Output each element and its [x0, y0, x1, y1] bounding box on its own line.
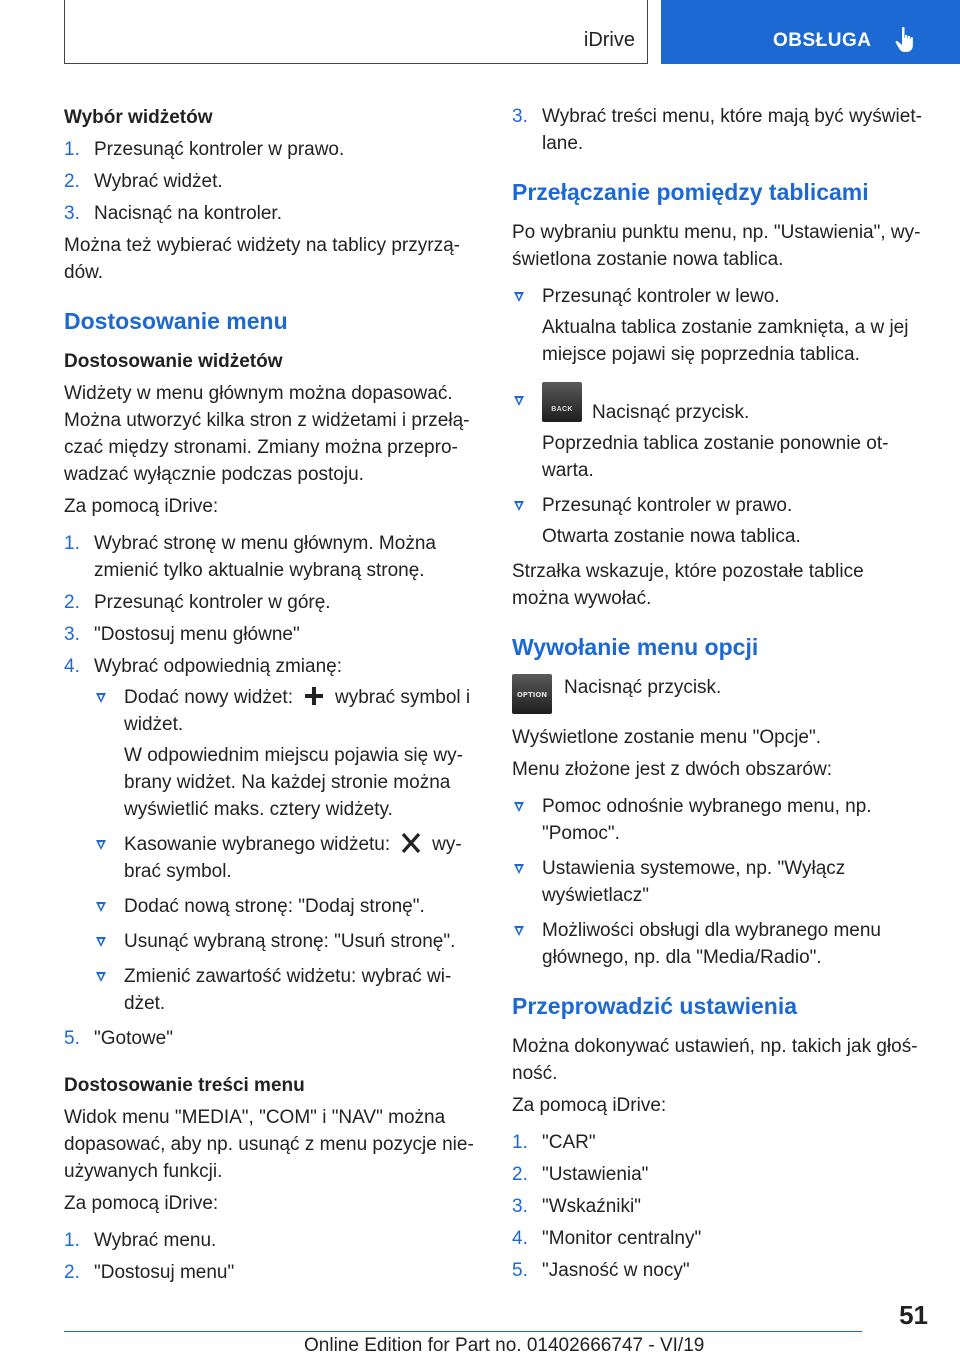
- header-chapter-label: OBSŁUGA: [773, 30, 872, 51]
- heading-customize-menu: Dostosowanie menu: [64, 308, 288, 334]
- switch-panels-text: Po wybraniu punktu menu, np. "Ustawienia", wy- świetlona zostanie nowa tablica.: [512, 222, 921, 270]
- list-item: Ustawienia systemowe, np. "Wyłącz wyświetlacz": [512, 855, 924, 909]
- option-button-icon: [512, 674, 552, 714]
- add-widget-note: W odpowiednim miejscu pojawia się wy- brany widżet. Na każdej stronie można wyświetlić maks. cztery widżety.: [124, 745, 463, 820]
- heading-switch-panels: Przełączanie pomiędzy tablicami: [512, 179, 869, 205]
- via-idrive-text: Za pomocą iDrive:: [512, 1095, 667, 1116]
- list-item: 3. "Wskaźniki": [512, 1196, 641, 1217]
- switch-panels-list: [512, 283, 924, 550]
- list-item: Możliwości obsługi dla wybranego menu głównego, np. dla "Media/Radio".: [512, 917, 924, 971]
- list-item-note: Aktualna tablica zostanie zamknięta, a w jej miejsce pojawi się poprzednia tablica.: [542, 317, 909, 365]
- header-chapter-tab: [661, 0, 960, 64]
- heading-options-menu: Wywołanie menu opcji: [512, 634, 759, 660]
- option-button-label: OPTION: [516, 691, 548, 699]
- list-item: Zmienić zawartość widżetu: wybrać wi- dżet.: [94, 963, 476, 1017]
- via-idrive-text: Za pomocą iDrive:: [64, 496, 219, 517]
- list-item: Przesunąć kontroler w prawo. Otwarta zostanie nowa tablica.: [512, 492, 924, 550]
- list-item: 2. Przesunąć kontroler w górę.: [64, 592, 331, 613]
- list-item: 1. Przesunąć kontroler w prawo.: [64, 139, 345, 160]
- list-item-note: Poprzednia tablica zostanie ponownie ot- warta.: [542, 433, 889, 481]
- back-button-icon: BACK: [542, 382, 582, 422]
- list-item-note: Otwarta zostanie nowa tablica.: [542, 526, 801, 547]
- heading-customize-widgets: Dostosowanie widżetów: [64, 351, 283, 372]
- list-item: 4. Wybrać odpowiednią zmianę: Dodać nowy widżet: wybrać symbol i widżet. W odpowiednim miejscu pojawia się wy- brany widżet. Na każdej stronie można wyświetlić maks. cztery widżety. Kasowanie wybranego widżetu: wy- brać symbol. Dodać nową stronę: "Dodaj stronę". Usunąć wybraną stronę: "Usuń stronę". Zmienić zawartość widżetu: wybrać wi- dżet.: [64, 653, 476, 1017]
- menu-content-steps: [64, 1227, 476, 1286]
- footer-edition-text: Online Edition for Part no. 01402666747 - VI/19: [304, 1335, 705, 1356]
- list-item: Kasowanie wybranego widżetu: wy- brać symbol.: [94, 831, 476, 885]
- footer-divider: [64, 1331, 862, 1332]
- list-item: 3. Nacisnąć na kontroler.: [64, 203, 282, 224]
- widget-selection-note: Można też wybierać widżety na tablicy przyrzą- dów.: [64, 235, 460, 283]
- heading-make-settings: Przeprowadzić ustawienia: [512, 993, 798, 1019]
- list-item: 5. "Jasność w nocy": [512, 1260, 690, 1281]
- header-section-title: iDrive: [583, 29, 635, 51]
- heading-customize-menu-content: Dostosowanie treści menu: [64, 1075, 305, 1096]
- list-item: Dodać nowy widżet: wybrać symbol i widżet. W odpowiednim miejscu pojawia się wy- brany widżet. Na każdej stronie można wyświetlić maks. cztery widżety.: [94, 684, 476, 823]
- list-item: 5. "Gotowe": [64, 1028, 173, 1049]
- change-options-list: [94, 684, 476, 1017]
- options-shown-text: Wyświetlone zostanie menu "Opcje".: [512, 727, 822, 748]
- customize-widgets-steps: [64, 530, 476, 1052]
- arrow-hint-text: Strzałka wskazuje, które pozostałe tablice można wywołać.: [512, 561, 864, 609]
- options-press-text: Nacisnąć przycisk.: [564, 677, 722, 698]
- left-column: [64, 104, 476, 1291]
- via-idrive-text: Za pomocą iDrive:: [64, 1193, 219, 1214]
- customize-menu-content-text: Widok menu "MEDIA", "COM" i "NAV" można dopasować, aby np. usunąć z menu pozycje nie- używanych funkcji.: [64, 1107, 474, 1182]
- list-item: Dodać nową stronę: "Dodaj stronę".: [94, 893, 476, 920]
- menu-areas-text: Menu złożone jest z dwóch obszarów:: [512, 759, 832, 780]
- list-item: 1. Wybrać stronę w menu głównym. Można zmienić tylko aktualnie wybraną stronę.: [64, 533, 436, 581]
- list-item: Pomoc odnośnie wybranego menu, np. "Pomoc".: [512, 793, 924, 847]
- right-column: [512, 103, 924, 1289]
- list-item: Usunąć wybraną stronę: "Usuń stronę".: [94, 928, 476, 955]
- plus-icon: [301, 686, 327, 706]
- header-section-box: [64, 0, 648, 64]
- list-item: 2. "Ustawienia": [512, 1164, 649, 1185]
- pointing-hand-icon: [894, 26, 918, 54]
- list-item: 2. Wybrać widżet.: [64, 171, 223, 192]
- list-item: 3. "Dostosuj menu główne": [64, 624, 300, 645]
- list-item: 2. "Dostosuj menu": [64, 1262, 235, 1283]
- list-item: 1. Wybrać menu.: [64, 1230, 217, 1251]
- page-number: 51: [899, 1300, 928, 1330]
- make-settings-text: Można dokonywać ustawień, np. takich jak głoś- ność.: [512, 1036, 918, 1084]
- delete-x-icon: [398, 833, 424, 853]
- list-item: 4. "Monitor centralny": [512, 1228, 702, 1249]
- heading-widget-selection: Wybór widżetów: [64, 107, 213, 128]
- settings-steps: [512, 1129, 924, 1284]
- customize-widgets-text: Widżety w menu głównym można dopasować. Można utworzyć kilka stron z widżetami i przełą- czać między stronami. Zmiany można przepro- wadzać wyłącznie podczas postoju.: [64, 383, 470, 485]
- list-item: BACK Nacisnąć przycisk. Poprzednia tablica zostanie ponownie ot- warta.: [512, 382, 924, 484]
- list-item: 3. Wybrać treści menu, które mają być wyświet- lane.: [512, 106, 922, 154]
- list-item: Przesunąć kontroler w lewo. Aktualna tablica zostanie zamknięta, a w jej miejsce pojawi się poprzednia tablica.: [512, 283, 924, 368]
- menu-areas-list: [512, 793, 924, 971]
- list-item: 1. "CAR": [512, 1132, 596, 1153]
- widget-selection-steps: [64, 136, 476, 227]
